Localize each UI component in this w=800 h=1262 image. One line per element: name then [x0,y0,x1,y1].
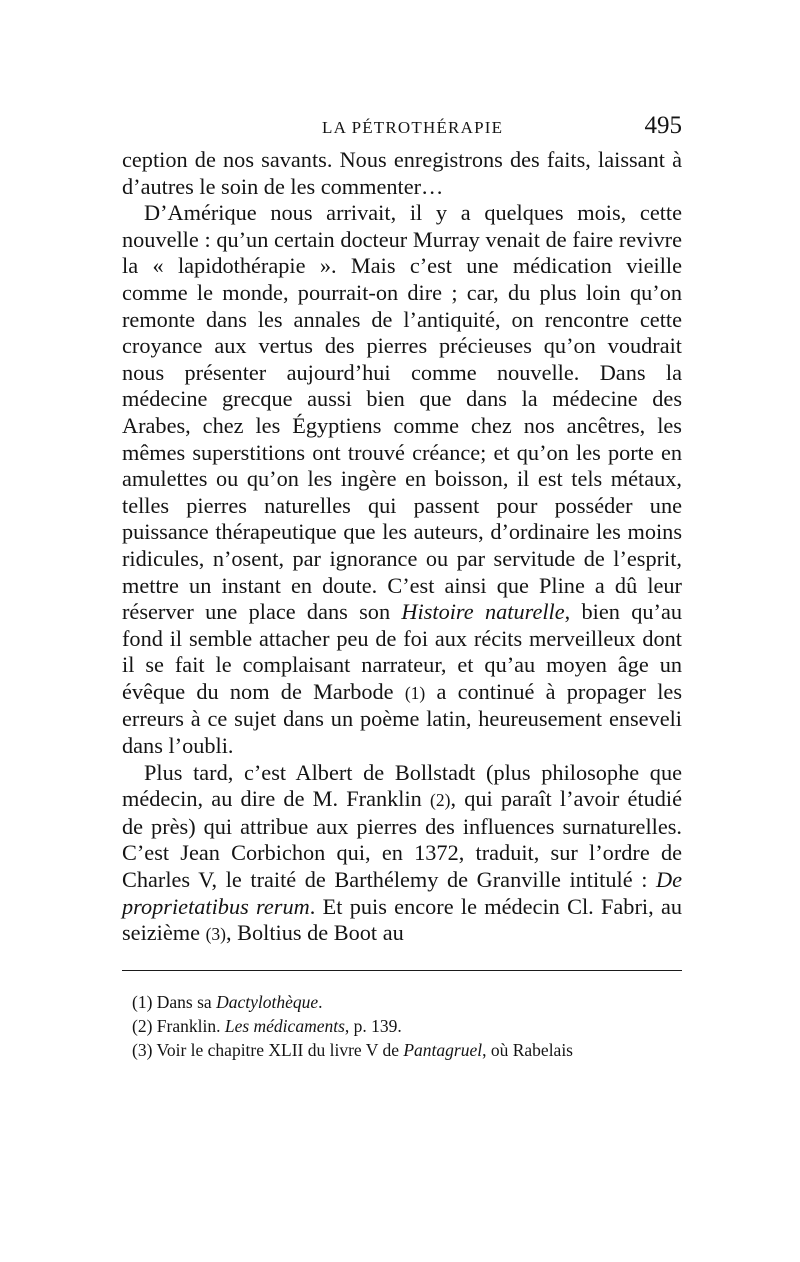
text-run: , Boltius de Boot au [225,920,404,946]
paragraph [122,200,682,759]
body-text [122,147,682,948]
footnote-reference: (3) [205,924,226,945]
text-run: ception de nos savants. Nous enregistrons des faits, laissant à d’autres le soin de les commenter… [122,147,682,199]
footnote-separator [122,970,682,971]
text-run: , qui paraît l’avoir étudié de près) qui attribue aux pierres des influences surnaturelles. C’est Jean Corbichon qui, en 1372, traduit, sur l’ordre de Charles V, le traité de Barthélemy de Granville intitulé : [122,786,683,893]
footnotes [132,990,680,1062]
page-number: 495 [644,112,682,139]
text-run: , p. 139. [344,1016,402,1036]
paragraph [122,760,682,948]
italic-text: Dactylothèque [216,992,319,1012]
paragraph [122,147,682,200]
italic-text: Histoire naturelle [401,599,565,625]
text-run: D’Amérique nous arrivait, il y a quelques mois, cette nouvelle : qu’un certain docteur Murray venait de faire revivre la « lapidothérapie ». Mais c’est une médication vieille comme le monde, pourrait-on dire ; car, du plus loin qu’on remonte dans les annales de l’antiquité, on rencontre cette croyance aux vertus des pierres précieuses qu’on voudrait nous présenter aujourd’hui comme nouvelle. Dans la médecine grecque aussi bien que dans la médecine des Arabes, chez les Égyptiens comme chez nos ancêtres, les mêmes superstitions ont trouvé créance; et qu’on les porte en amulettes ou qu’on les ingère en boisson, il est tels métaux, telles pierres naturelles qui passent pour posséder une puissance thérapeutique que les auteurs, d’ordinaire les moins ridicules, n’osent, par ignorance ou par servitude de l’esprit, mettre un instant en doute. C’est ainsi que Pline a dû leur réserver une place dans son [122,200,682,625]
footnote-reference: (1) [404,682,426,703]
text-run: (2) Franklin. [132,1016,225,1036]
footnote [132,1038,680,1062]
running-title: LA PÉTROTHÉRAPIE [322,118,504,137]
italic-text: Les médicaments [224,1016,345,1036]
text-run: , où Rabelais [482,1040,573,1060]
text-run: Plus tard, c’est Albert de Bollstadt (plus philosophe que médecin, au dire de M. Franklin [122,759,682,812]
footnote-reference: (2) [430,790,451,811]
footnote [132,990,680,1014]
text-run: . [318,992,323,1012]
text-run: (3) Voir le chapitre XLII du livre V de [132,1040,404,1060]
italic-text: Pantagruel [403,1040,483,1060]
text-run: . Et puis encore le médecin Cl. Fabri, au seizième [122,893,682,946]
italic-text: De proprietatibus rerum [122,867,682,919]
text-run: , bien qu’au fond il semble attacher peu de foi aux récits merveilleux dont il se fait le complaisant narrateur, et qu’au moyen âge un évêque du nom de Marbode [122,599,682,704]
text-run: a continué à propager les erreurs à ce sujet dans un poème latin, heureusement enseveli dans l’oubli. [122,678,682,759]
text-run: (1) Dans sa [132,992,217,1012]
page-header [122,112,682,146]
footnote [132,1014,680,1038]
